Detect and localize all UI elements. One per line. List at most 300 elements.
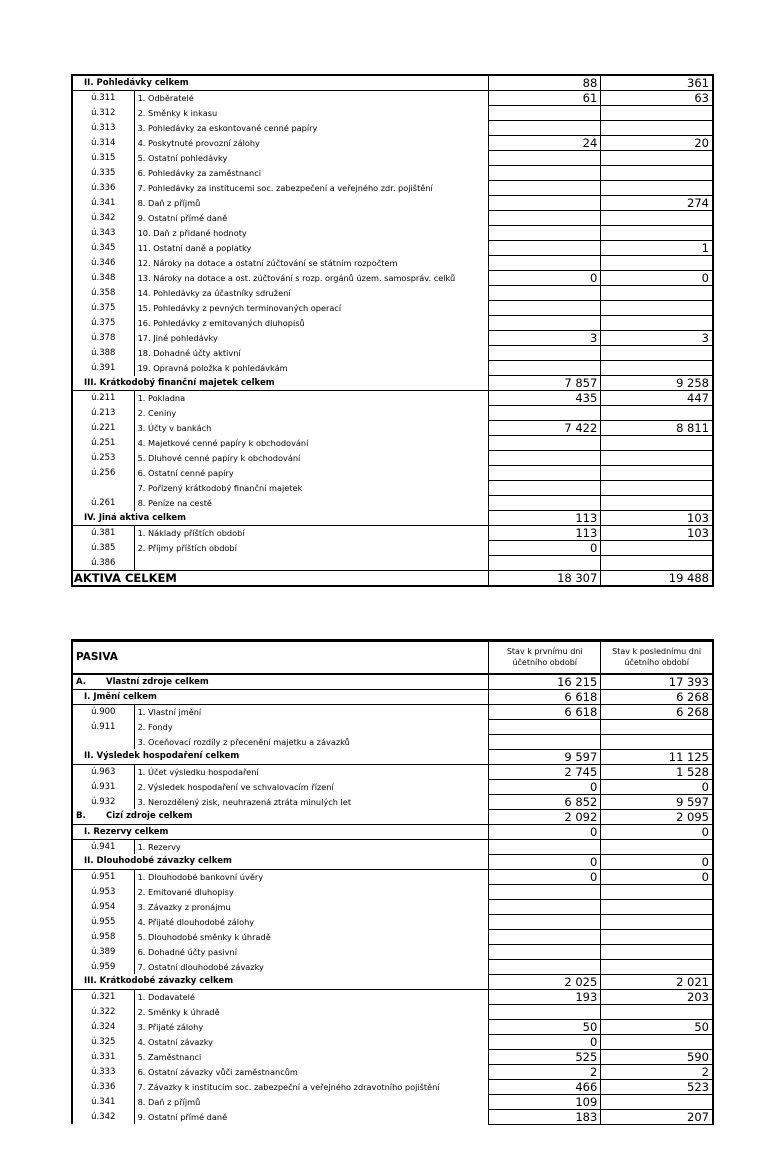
value-last-day: 590: [601, 1049, 713, 1064]
item-label: 4. Poskytnuté provozní zálohy: [134, 136, 489, 151]
value-first-day: [489, 959, 601, 974]
pasiva-row: [72, 1019, 713, 1034]
pasiva-row: [72, 899, 713, 914]
value-last-day: 8 811: [601, 421, 713, 436]
account-code: ú.348: [91, 273, 116, 283]
value-first-day: [489, 944, 601, 959]
account-code: ú.388: [91, 348, 116, 358]
value-last-day: [601, 734, 713, 749]
section-label: II. Výsledek hospodaření celkem: [84, 751, 240, 762]
account-code: ú.963: [91, 766, 116, 777]
value-last-day: [601, 316, 713, 331]
value-last-day: [601, 959, 713, 974]
section-label: I. Jmění celkem: [84, 691, 157, 702]
pasiva-table: [71, 639, 714, 1125]
value-first-day: 466: [489, 1079, 601, 1094]
aktiva-row: [72, 256, 713, 271]
value-first-day: [489, 451, 601, 466]
section-label: III. Krátkodobý finanční majetek celkem: [84, 377, 275, 388]
account-code: ú.959: [91, 961, 116, 972]
value-first-day: [489, 346, 601, 361]
value-last-day: [601, 719, 713, 734]
aktiva-row: [72, 526, 713, 541]
section-head: [72, 376, 489, 391]
account-code: ú.342: [91, 1111, 116, 1122]
aktiva-row: [72, 496, 713, 511]
account-code: ú.211: [91, 393, 116, 404]
item-label: 6. Dohadné účty pasivní: [134, 944, 489, 959]
value-last-day: 103: [601, 526, 713, 541]
item-label: 7. Závazky k institucím soc. zabezpeční a veřejného zdravotního pojištění: [134, 1079, 489, 1094]
aktiva-row: [72, 106, 713, 121]
account-code: ú.911: [91, 721, 116, 732]
item-label: 4. Přijaté dlouhodobé zálohy: [134, 914, 489, 929]
value-first-day: 16 215: [489, 674, 601, 690]
value-last-day: 6 268: [601, 704, 713, 719]
value-first-day: 0: [489, 541, 601, 556]
aktiva-row: [72, 286, 713, 301]
account-code: ú.391: [91, 363, 116, 373]
item-label: 1. Pokladna: [134, 391, 489, 406]
value-last-day: [601, 1004, 713, 1019]
value-last-day: 2 095: [601, 809, 713, 824]
aktiva-row: [72, 571, 713, 587]
value-first-day: [489, 884, 601, 899]
account-code: ú.389: [91, 946, 116, 957]
item-label: 9. Ostatní přímé daně: [134, 211, 489, 226]
value-last-day: 0: [601, 779, 713, 794]
aktiva-row: [72, 166, 713, 181]
value-last-day: [601, 899, 713, 914]
account-code: ú.951: [91, 871, 116, 882]
aktiva-row: [72, 466, 713, 481]
pasiva-row: [72, 1109, 713, 1124]
value-last-day: [601, 436, 713, 451]
pasiva-header-row: [72, 641, 713, 674]
value-last-day: [601, 106, 713, 121]
item-label: 13. Nároky na dotace a ost. zúčtování s rozp. orgánů územ. samospráv. celků: [134, 271, 489, 286]
value-first-day: [489, 121, 601, 136]
pasiva-row: [72, 809, 713, 824]
account-code: ú.336: [91, 1081, 116, 1092]
account-code: ú.954: [91, 901, 116, 912]
section-head: [72, 674, 489, 690]
value-first-day: [489, 211, 601, 226]
item-label: 2. Příjmy příštích období: [134, 541, 489, 556]
account-code: ú.324: [91, 1021, 116, 1032]
item-label: 9. Ostatní přímé daně: [134, 1109, 489, 1124]
value-first-day: [489, 734, 601, 749]
value-last-day: 9 258: [601, 376, 713, 391]
item-label: 8. Peníze na cestě: [134, 496, 489, 511]
section-label: III. Krátkodobé závazky celkem: [84, 976, 234, 987]
value-last-day: 207: [601, 1109, 713, 1124]
aktiva-row: [72, 136, 713, 151]
value-first-day: [489, 196, 601, 211]
value-first-day: 0: [489, 869, 601, 884]
value-first-day: [489, 286, 601, 301]
item-label: 2. Směnky k úhradě: [134, 1004, 489, 1019]
value-last-day: [601, 839, 713, 854]
item-label: 6. Pohledávky za zaměstnanci: [134, 166, 489, 181]
account-code: ú.213: [91, 408, 116, 418]
account-code: ú.256: [91, 468, 116, 478]
value-last-day: [601, 1034, 713, 1049]
value-first-day: [489, 556, 601, 571]
value-last-day: 203: [601, 989, 713, 1004]
value-first-day: 50: [489, 1019, 601, 1034]
account-code: ú.341: [91, 198, 116, 208]
account-code: [72, 734, 134, 749]
aktiva-row: [72, 196, 713, 211]
account-code: ú.311: [91, 93, 116, 104]
item-label: 15. Pohledávky z pevných terminovaných operací: [134, 301, 489, 316]
section-label: II. Pohledávky celkem: [84, 78, 189, 88]
value-last-day: [601, 256, 713, 271]
value-last-day: 447: [601, 391, 713, 406]
item-label: 1. Účet výsledku hospodaření: [134, 764, 489, 779]
value-first-day: [489, 496, 601, 511]
item-label: 3. Přijaté zálohy: [134, 1019, 489, 1034]
item-label: 5. Zaměstnanci: [134, 1049, 489, 1064]
account-code: ú.336: [91, 183, 116, 193]
item-label: 3. Oceňovací rozdíly z přecenění majetku a závazků: [134, 734, 489, 749]
value-first-day: [489, 316, 601, 331]
account-code: ú.941: [91, 841, 116, 852]
account-code: ú.251: [91, 438, 116, 448]
value-first-day: [489, 166, 601, 181]
pasiva-row: [72, 779, 713, 794]
value-first-day: [489, 899, 601, 914]
value-first-day: 435: [489, 391, 601, 406]
section-head: [72, 75, 489, 91]
aktiva-row: [72, 241, 713, 256]
account-code: ú.931: [91, 781, 116, 792]
pasiva-title: PASIVA: [72, 641, 489, 674]
value-last-day: [601, 166, 713, 181]
value-last-day: 19 488: [601, 571, 713, 587]
item-label: 10. Daň z přidané hodnoty: [134, 226, 489, 241]
value-last-day: 1: [601, 241, 713, 256]
item-label: 14. Pohledávky za účastníky sdružení: [134, 286, 489, 301]
aktiva-row: [72, 301, 713, 316]
value-first-day: 113: [489, 526, 601, 541]
section-letter: B.: [76, 811, 86, 822]
value-first-day: [489, 481, 601, 496]
value-first-day: [489, 226, 601, 241]
value-last-day: 2: [601, 1064, 713, 1079]
aktiva-row: [72, 75, 713, 91]
item-label: 11. Ostatní daně a poplatky: [134, 241, 489, 256]
aktiva-row: [72, 421, 713, 436]
item-label: 5. Dlouhodobé směnky k úhradě: [134, 929, 489, 944]
value-last-day: 11 125: [601, 749, 713, 764]
value-first-day: 0: [489, 824, 601, 839]
account-code: ú.341: [91, 1096, 116, 1107]
value-first-day: [489, 301, 601, 316]
value-last-day: [601, 361, 713, 376]
item-label: 5. Ostatní pohledávky: [134, 151, 489, 166]
value-first-day: 2 745: [489, 764, 601, 779]
section-label: Vlastní zdroje celkem: [106, 676, 209, 687]
aktiva-row: [72, 151, 713, 166]
value-last-day: 63: [601, 91, 713, 106]
value-first-day: 6 618: [489, 689, 601, 704]
pasiva-col-last-day: Stav k poslednímu dni účetního období: [601, 641, 713, 674]
value-last-day: 9 597: [601, 794, 713, 809]
item-label: 6. Ostatní cenné papíry: [134, 466, 489, 481]
aktiva-row: [72, 91, 713, 106]
item-label: [134, 556, 489, 571]
value-first-day: 525: [489, 1049, 601, 1064]
account-code: ú.335: [91, 168, 116, 178]
value-last-day: [601, 211, 713, 226]
item-label: 7. Ostatní dlouhodobé závazky: [134, 959, 489, 974]
pasiva-row: [72, 914, 713, 929]
value-first-day: [489, 406, 601, 421]
value-last-day: [601, 496, 713, 511]
value-last-day: [601, 406, 713, 421]
item-label: 1. Náklady příštích období: [134, 526, 489, 541]
item-label: 3. Účty v bankách: [134, 421, 489, 436]
item-label: 16. Pohledávky z emitovaných dluhopisů: [134, 316, 489, 331]
aktiva-row: [72, 121, 713, 136]
value-first-day: [489, 719, 601, 734]
pasiva-row: [72, 1079, 713, 1094]
aktiva-row: [72, 331, 713, 346]
value-first-day: 2: [489, 1064, 601, 1079]
pasiva-row: [72, 824, 713, 839]
aktiva-row: [72, 376, 713, 391]
value-first-day: [489, 914, 601, 929]
section-label: I. Rezervy celkem: [84, 826, 169, 837]
item-label: 1. Dlouhodobé bankovní úvěry: [134, 869, 489, 884]
section-head: [72, 974, 489, 989]
aktiva-row: [72, 451, 713, 466]
value-last-day: 523: [601, 1079, 713, 1094]
account-code: ú.932: [91, 796, 116, 807]
value-first-day: [489, 929, 601, 944]
value-last-day: 361: [601, 75, 713, 91]
value-last-day: 103: [601, 511, 713, 526]
item-label: 6. Ostatní závazky vůči zaměstnancům: [134, 1064, 489, 1079]
section-head: [72, 511, 489, 526]
aktiva-row: [72, 271, 713, 286]
value-last-day: [601, 301, 713, 316]
pasiva-row: [72, 854, 713, 869]
value-first-day: 0: [489, 854, 601, 869]
value-last-day: [601, 541, 713, 556]
pasiva-col-first-day: Stav k prvnímu dni účetního období: [489, 641, 601, 674]
value-first-day: [489, 151, 601, 166]
item-label: 1. Rezervy: [134, 839, 489, 854]
pasiva-row: [72, 734, 713, 749]
value-first-day: 113: [489, 511, 601, 526]
value-last-day: [601, 556, 713, 571]
pasiva-row: [72, 674, 713, 690]
value-last-day: 1 528: [601, 764, 713, 779]
pasiva-row: [72, 929, 713, 944]
section-head: [72, 824, 489, 839]
account-code: ú.343: [91, 228, 116, 238]
account-code: ú.221: [91, 423, 116, 433]
account-code: ú.313: [91, 123, 116, 133]
value-last-day: [601, 466, 713, 481]
pasiva-row: [72, 1049, 713, 1064]
value-first-day: 2 092: [489, 809, 601, 824]
value-last-day: [601, 481, 713, 496]
value-first-day: 0: [489, 271, 601, 286]
aktiva-table: [71, 74, 714, 587]
section-head: [72, 749, 489, 764]
value-first-day: [489, 361, 601, 376]
item-label: 7. Pohledávky za institucemi soc. zabezpečení a veřejného zdr. pojištění: [134, 181, 489, 196]
account-code: ú.378: [91, 333, 116, 343]
value-first-day: [489, 181, 601, 196]
value-first-day: 9 597: [489, 749, 601, 764]
account-code: ú.325: [91, 1036, 116, 1047]
item-label: 3. Pohledávky za eskontované cenné papíry: [134, 121, 489, 136]
value-first-day: [489, 1004, 601, 1019]
aktiva-row: [72, 361, 713, 376]
aktiva-row: [72, 406, 713, 421]
value-last-day: 17 393: [601, 674, 713, 690]
item-label: 3. Nerozdělený zisk, neuhrazená ztráta minulých let: [134, 794, 489, 809]
pasiva-row: [72, 1034, 713, 1049]
value-first-day: 0: [489, 1034, 601, 1049]
aktiva-row: [72, 391, 713, 406]
account-code: ú.342: [91, 213, 116, 223]
account-code: ú.333: [91, 1066, 116, 1077]
item-label: 12. Nároky na dotace a ostatní zúčtování se státním rozpočtem: [134, 256, 489, 271]
value-first-day: [489, 106, 601, 121]
account-code: ú.386: [91, 557, 116, 568]
value-last-day: 6 268: [601, 689, 713, 704]
value-first-day: 2 025: [489, 974, 601, 989]
item-label: 5. Dluhové cenné papíry k obchodování: [134, 451, 489, 466]
pasiva-row: [72, 839, 713, 854]
pasiva-row: [72, 989, 713, 1004]
value-first-day: 6 852: [489, 794, 601, 809]
account-code: ú.358: [91, 288, 116, 298]
pasiva-row: [72, 1094, 713, 1109]
value-last-day: 0: [601, 854, 713, 869]
aktiva-row: [72, 511, 713, 526]
aktiva-row: [72, 481, 713, 496]
grand-total-label: AKTIVA CELKEM: [72, 571, 489, 587]
section-label: IV. Jiná aktiva celkem: [84, 512, 187, 523]
value-first-day: 61: [489, 91, 601, 106]
value-first-day: 3: [489, 331, 601, 346]
value-last-day: 0: [601, 869, 713, 884]
value-last-day: [601, 181, 713, 196]
item-label: 2. Směnky k inkasu: [134, 106, 489, 121]
section-letter: A.: [76, 676, 86, 687]
pasiva-row: [72, 869, 713, 884]
account-code: ú.900: [91, 706, 116, 717]
value-last-day: 20: [601, 136, 713, 151]
value-last-day: 3: [601, 331, 713, 346]
account-code: ú.375: [91, 303, 116, 313]
value-first-day: 6 618: [489, 704, 601, 719]
item-label: 8. Daň z příjmů: [134, 196, 489, 211]
value-last-day: 0: [601, 824, 713, 839]
account-code: ú.385: [91, 543, 116, 553]
pasiva-row: [72, 884, 713, 899]
account-code: ú.322: [91, 1006, 116, 1017]
account-code: ú.958: [91, 931, 116, 942]
value-last-day: [601, 451, 713, 466]
value-first-day: 24: [489, 136, 601, 151]
value-first-day: 18 307: [489, 571, 601, 587]
account-code: ú.312: [91, 108, 116, 118]
value-first-day: 88: [489, 75, 601, 91]
item-label: 19. Opravná položka k pohledávkám: [134, 361, 489, 376]
value-last-day: [601, 151, 713, 166]
item-label: 2. Fondy: [134, 719, 489, 734]
account-code: ú.345: [91, 243, 116, 253]
value-first-day: 109: [489, 1094, 601, 1109]
pasiva-row: [72, 794, 713, 809]
section-head: [72, 854, 489, 869]
account-code: ú.314: [91, 138, 116, 148]
item-label: 18. Dohadné účty aktivní: [134, 346, 489, 361]
aktiva-row: [72, 541, 713, 556]
account-code: ú.321: [91, 991, 116, 1002]
value-last-day: [601, 914, 713, 929]
pasiva-row: [72, 959, 713, 974]
item-label: 7. Pořízený krátkodobý finanční majetek: [134, 481, 489, 496]
value-first-day: 7 422: [489, 421, 601, 436]
section-head: [72, 809, 489, 824]
pasiva-row: [72, 719, 713, 734]
aktiva-row: [72, 211, 713, 226]
account-code: ú.381: [91, 528, 116, 539]
aktiva-row: [72, 436, 713, 451]
value-first-day: [489, 839, 601, 854]
aktiva-row: [72, 226, 713, 241]
aktiva-row: [72, 346, 713, 361]
account-code: ú.261: [91, 498, 116, 508]
pasiva-row: [72, 749, 713, 764]
pasiva-row: [72, 704, 713, 719]
account-code: ú.315: [91, 153, 116, 163]
aktiva-row: [72, 556, 713, 571]
aktiva-row: [72, 181, 713, 196]
value-last-day: 50: [601, 1019, 713, 1034]
value-first-day: 193: [489, 989, 601, 1004]
value-last-day: [601, 121, 713, 136]
value-first-day: [489, 436, 601, 451]
value-last-day: [601, 884, 713, 899]
value-first-day: 183: [489, 1109, 601, 1124]
value-last-day: [601, 944, 713, 959]
value-last-day: [601, 1094, 713, 1109]
value-last-day: 0: [601, 271, 713, 286]
value-last-day: [601, 346, 713, 361]
pasiva-row: [72, 974, 713, 989]
value-last-day: 2 021: [601, 974, 713, 989]
item-label: 2. Výsledek hospodaření ve schvalovacím řízení: [134, 779, 489, 794]
section-label: II. Dlouhodobé závazky celkem: [84, 856, 232, 867]
aktiva-row: [72, 316, 713, 331]
aktiva-body: [72, 75, 713, 586]
item-label: 2. Ceniny: [134, 406, 489, 421]
account-code: ú.253: [91, 453, 116, 463]
item-label: 1. Vlastní jmění: [134, 704, 489, 719]
pasiva-body: [72, 674, 713, 1125]
pasiva-row: [72, 764, 713, 779]
